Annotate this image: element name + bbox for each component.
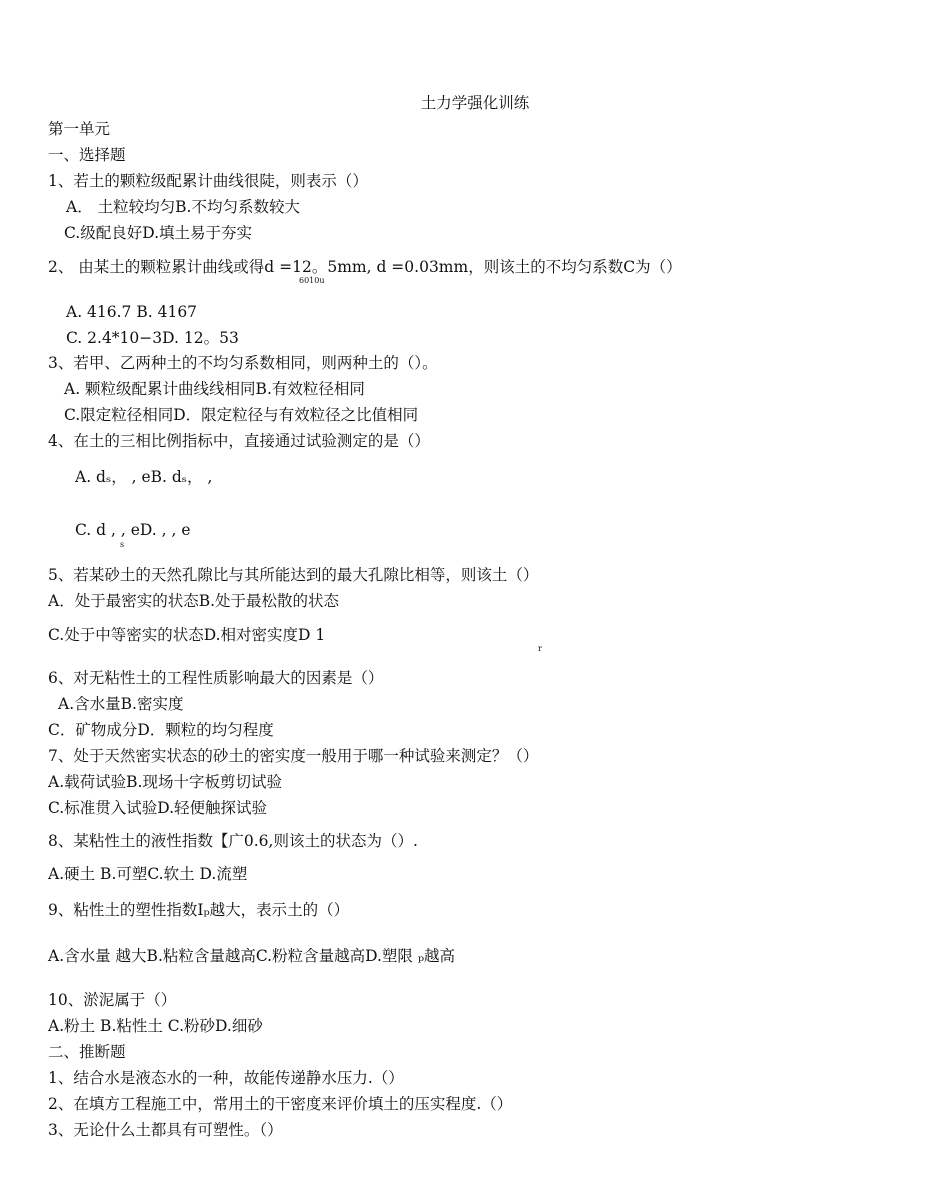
section-heading-judgement: 二、推断题 [48,1043,126,1061]
question-5-options-cd: C.处于中等密实的状态D.相对密实度D 1 [48,626,326,644]
question-4-subscript: s [120,540,125,549]
question-8: 8、某粘性土的液性指数【广0.6,则该土的状态为（）. [48,832,418,850]
question-8-options: A.硬土 B.可塑C.软土 D.流塑 [48,865,248,883]
question-2-options-ab: A. 416.7 B. 4167 [66,303,198,321]
question-5-subscript: r [538,644,542,653]
question-2-subscripts: 6010u [299,276,325,285]
question-4-options-ab: A. dₛ， , eB. dₛ， , [75,468,213,486]
judgement-3: 3、无论什么土都具有可塑性。（） [48,1121,283,1139]
judgement-2: 2、在填方工程施工中，常用土的干密度来评价填土的压实程度.（） [48,1095,513,1113]
question-2-options-cd: C. 2.4*10−3D. 12。53 [66,329,239,347]
question-3-options-ab: A. 颗粒级配累计曲线线相同B.有效粒径相同 [64,380,365,398]
section-heading-choice: 一、选择题 [48,146,126,164]
question-1-options-ab: A． 土粒较均匀B.不均匀系数较大 [66,198,300,216]
question-9: 9、粘性土的塑性指数Iₚ越大，表示土的（） [48,901,350,919]
question-9-options: A.含水量 越大B.粘粒含量越高C.粉粒含量越高D.塑限 ₚ越高 [48,947,456,965]
question-10: 10、淤泥属于（） [48,991,177,1009]
question-6-options-ab: A.含水量B.密实度 [58,695,184,713]
question-6: 6、对无粘性土的工程性质影响最大的因素是（） [48,669,384,687]
judgement-1: 1、结合水是液态水的一种，故能传递静水压力.（） [48,1069,404,1087]
question-6-options-cd: C．矿物成分D．颗粒的均匀程度 [48,721,274,739]
question-7-options-ab: A.载荷试验B.现场十字板剪切试验 [48,773,282,791]
question-2: 2、 由某土的颗粒累计曲线或得d =12。5mm, d =0.03mm，则该土的不均匀系数C为（） [48,258,682,276]
question-7: 7、处于天然密实状态的砂土的密实度一般用于哪一种试验来测定？（） [48,747,539,765]
question-4-options-cd: C. d , , eD. , , e [75,521,191,539]
question-3: 3、若甲、乙两种土的不均匀系数相同，则两种土的（）。 [48,354,438,372]
page-title: 土力学强化训练 [420,94,530,112]
question-3-options-cd: C.限定粒径相同D．限定粒径与有效粒径之比值相同 [64,406,419,424]
question-7-options-cd: C.标准贯入试验D.轻便触探试验 [48,799,268,817]
question-5: 5、若某砂土的天然孔隙比与其所能达到的最大孔隙比相等，则该土（） [48,566,539,584]
question-10-options: A.粉土 B.粘性土 C.粉砂D.细砂 [48,1017,263,1035]
question-5-options-ab: A．处于最密实的状态B.处于最松散的状态 [48,592,340,610]
question-4: 4、在土的三相比例指标中，直接通过试验测定的是（） [48,432,430,450]
question-1: 1、若土的颗粒级配累计曲线很陡，则表示（） [48,172,368,190]
unit-heading: 第一单元 [48,120,111,138]
question-1-options-cd: C.级配良好D.填土易于夯实 [64,224,253,242]
